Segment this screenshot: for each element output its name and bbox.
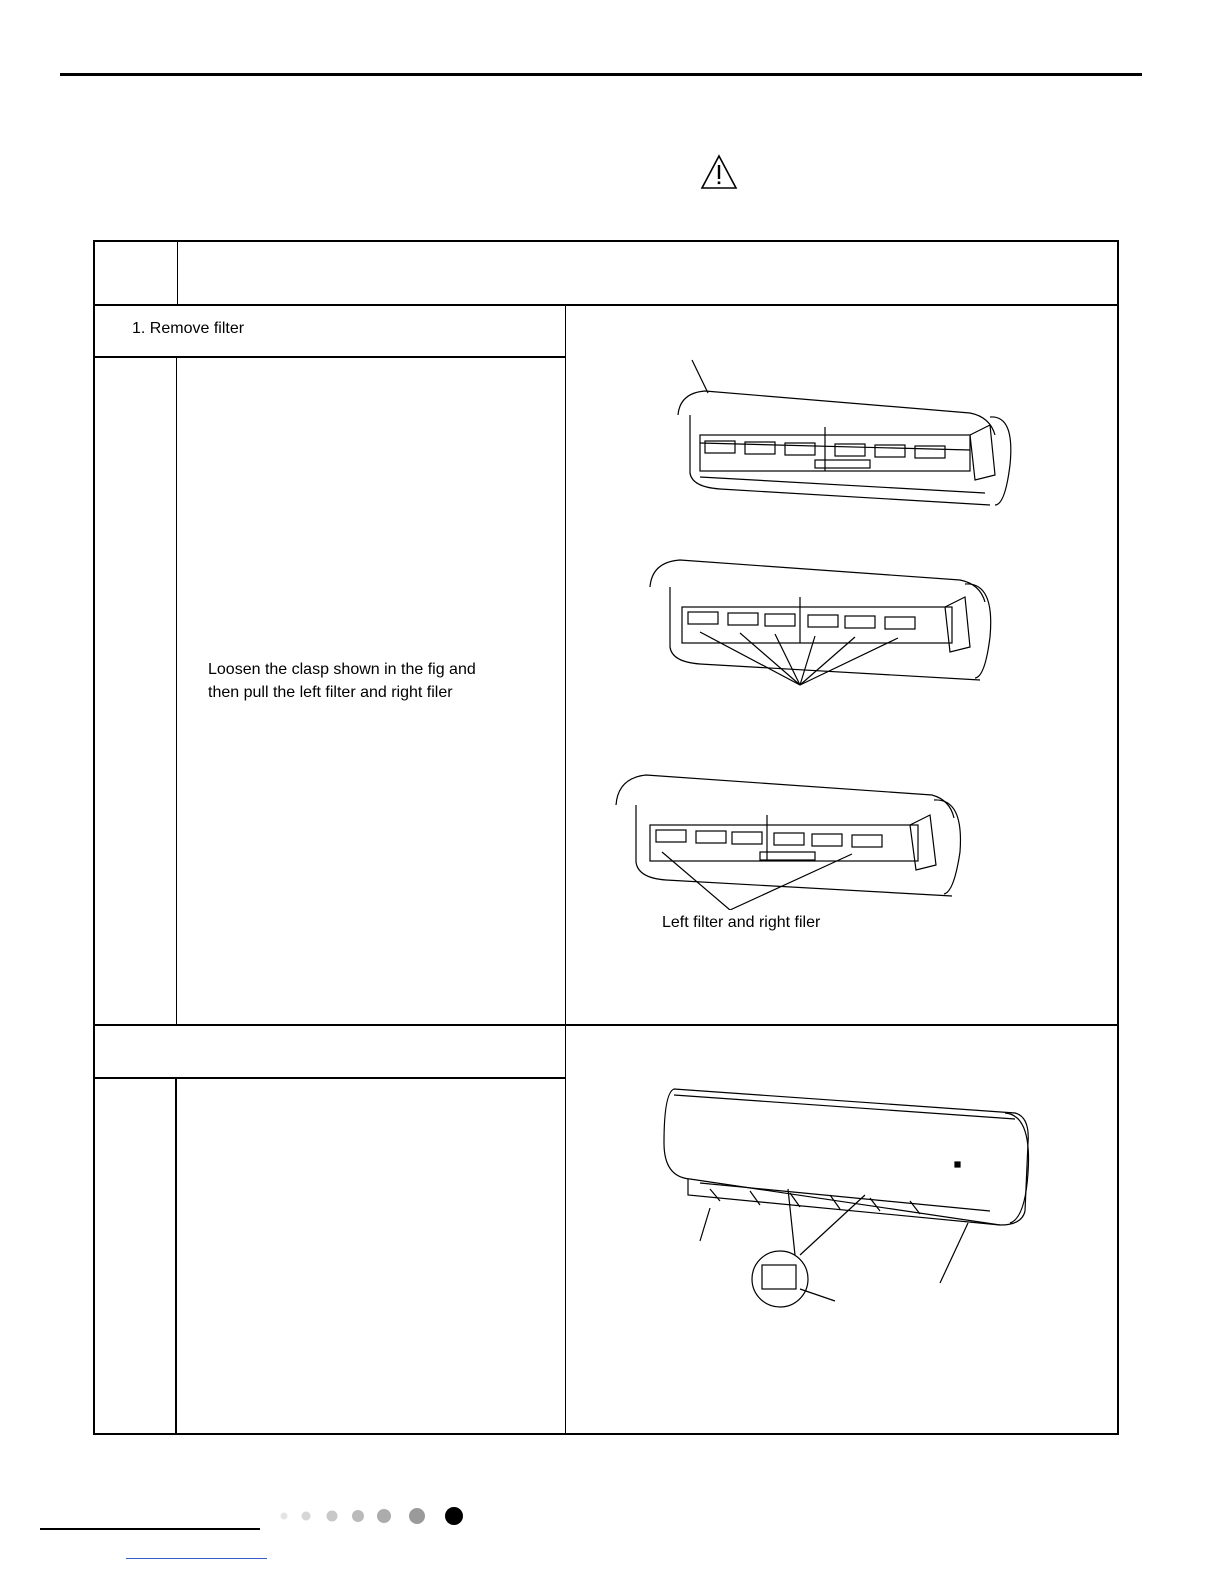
footer-rule: [40, 1528, 260, 1530]
progress-dot: [302, 1512, 311, 1521]
step1-description: Loosen the clasp shown in the fig and then pull the left filter and right filer: [208, 661, 476, 701]
progress-dot: [409, 1508, 425, 1524]
step1-title: 1. Remove filter: [132, 320, 245, 337]
ac-unit-panel-open-figure: [660, 355, 1020, 515]
ac-unit-filters-figure: [612, 770, 972, 910]
ac-unit-clasp-figure: [640, 552, 1000, 692]
figure3-caption: Left filter and right filer: [662, 914, 821, 931]
progress-dot: [445, 1507, 463, 1525]
header-rule: [60, 73, 1142, 76]
progress-dot: [327, 1511, 338, 1522]
warning-triangle-icon: [700, 154, 738, 190]
progress-dot: [352, 1510, 364, 1522]
footer-link-underline: [126, 1558, 267, 1559]
page-progress-dots: [278, 1504, 478, 1528]
progress-dot: [377, 1509, 391, 1523]
progress-dot: [281, 1513, 288, 1520]
ac-unit-closed-panel-figure: [660, 1083, 1040, 1308]
